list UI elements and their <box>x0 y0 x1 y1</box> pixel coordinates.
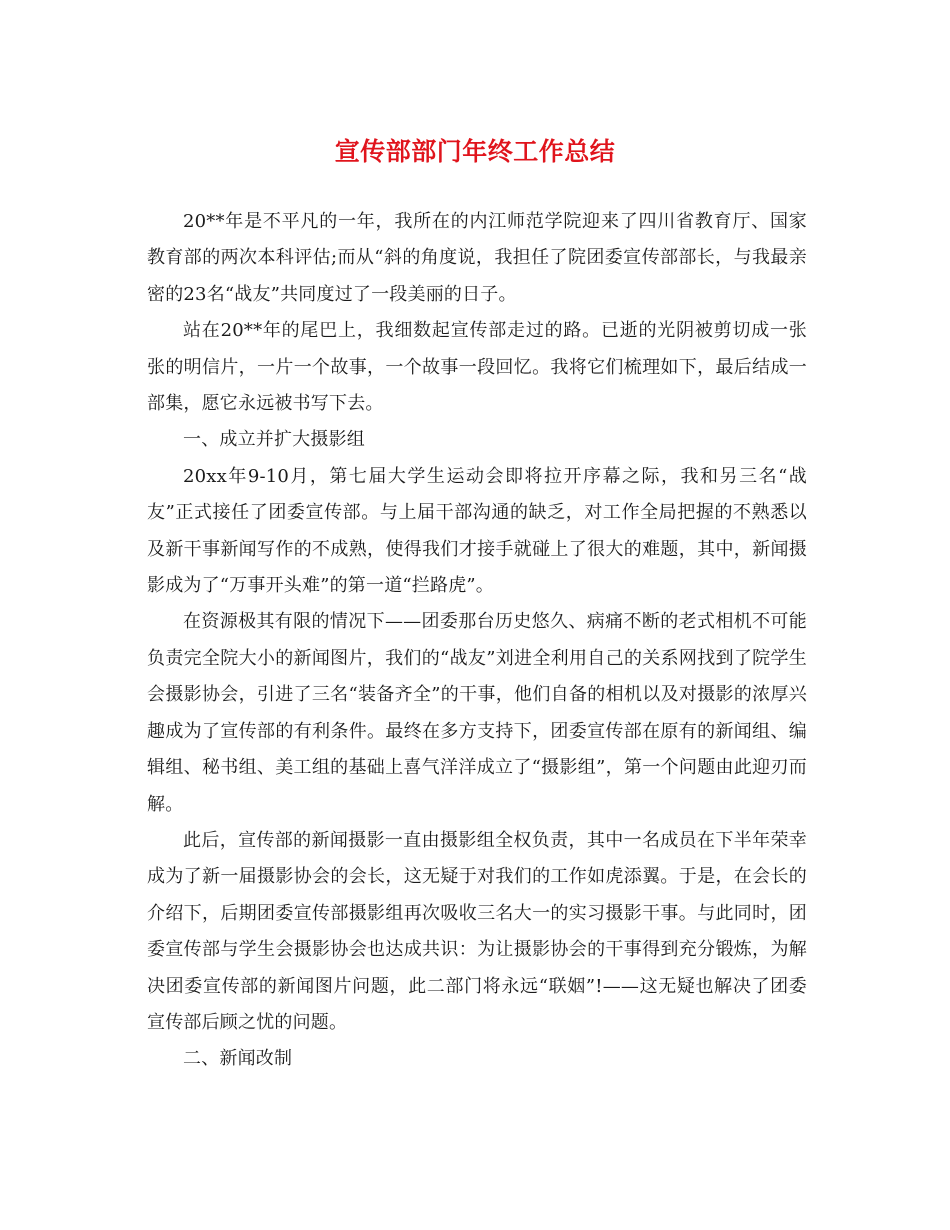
overview-paragraph: 站在20**年的尾巴上，我细数起宣传部走过的路。已逝的光阴被剪切成一张张的明信片，一片一个故事，一个故事一段回忆。我将它们梳理如下，最后结成一部集，愿它永远被书写下去。 <box>147 320 807 415</box>
section-heading-photography: 一、成立并扩大摄影组 <box>183 429 365 451</box>
document-body <box>147 204 807 1078</box>
intro-paragraph: 20**年是不平凡的一年，我所在的内江师范学院迎来了四川省教育厅、国家教育部的两次本科评估;而从“斜的角度说，我担任了院团委宣传部部长，与我最亲密的23名“战友”共同度过了一段美丽的日子。 <box>147 211 807 305</box>
document-title: 宣传部部门年终工作总结 <box>334 137 616 166</box>
body-paragraph: 在资源极其有限的情况下——团委那台历史悠久、病痛不断的老式相机不可能负责完全院大小的新闻图片，我们的“战友”刘进全利用自己的关系网找到了院学生会摄影协会，引进了三名“装备齐全”的干事，他们自备的相机以及对摄影的浓厚兴趣成为了宣传部的有利条件。最终在多方支持下，团委宣传部在原有的新闻组、编辑组、秘书组、美工组的基础上喜气洋洋成立了“摄影组”，第一个问题由此迎刃而解。 <box>147 611 807 815</box>
body-paragraph: 此后，宣传部的新闻摄影一直由摄影组全权负责，其中一名成员在下半年荣幸成为了新一届摄影协会的会长，这无疑于对我们的工作如虎添翼。于是，在会长的介绍下，后期团委宣传部摄影组再次吸收三名大一的实习摄影干事。与此同时，团委宣传部与学生会摄影协会也达成共识：为让摄影协会的干事得到充分锻炼，为解决团委宣传部的新闻图片问题，此二部门将永远“联姻”!——这无疑也解决了团委宣传部后顾之忧的问题。 <box>147 829 807 1033</box>
section-heading-news-reform: 二、新闻改制 <box>183 1048 293 1070</box>
body-paragraph: 20xx年9-10月，第七届大学生运动会即将拉开序幕之际，我和另三名“战友”正式接任了团委宣传部。与上届干部沟通的缺乏，对工作全局把握的不熟悉以及新干事新闻写作的不成熟，使得我们才接手就碰上了很大的难题，其中，新闻摄影成为了“万事开头难”的第一道“拦路虎”。 <box>147 465 807 597</box>
